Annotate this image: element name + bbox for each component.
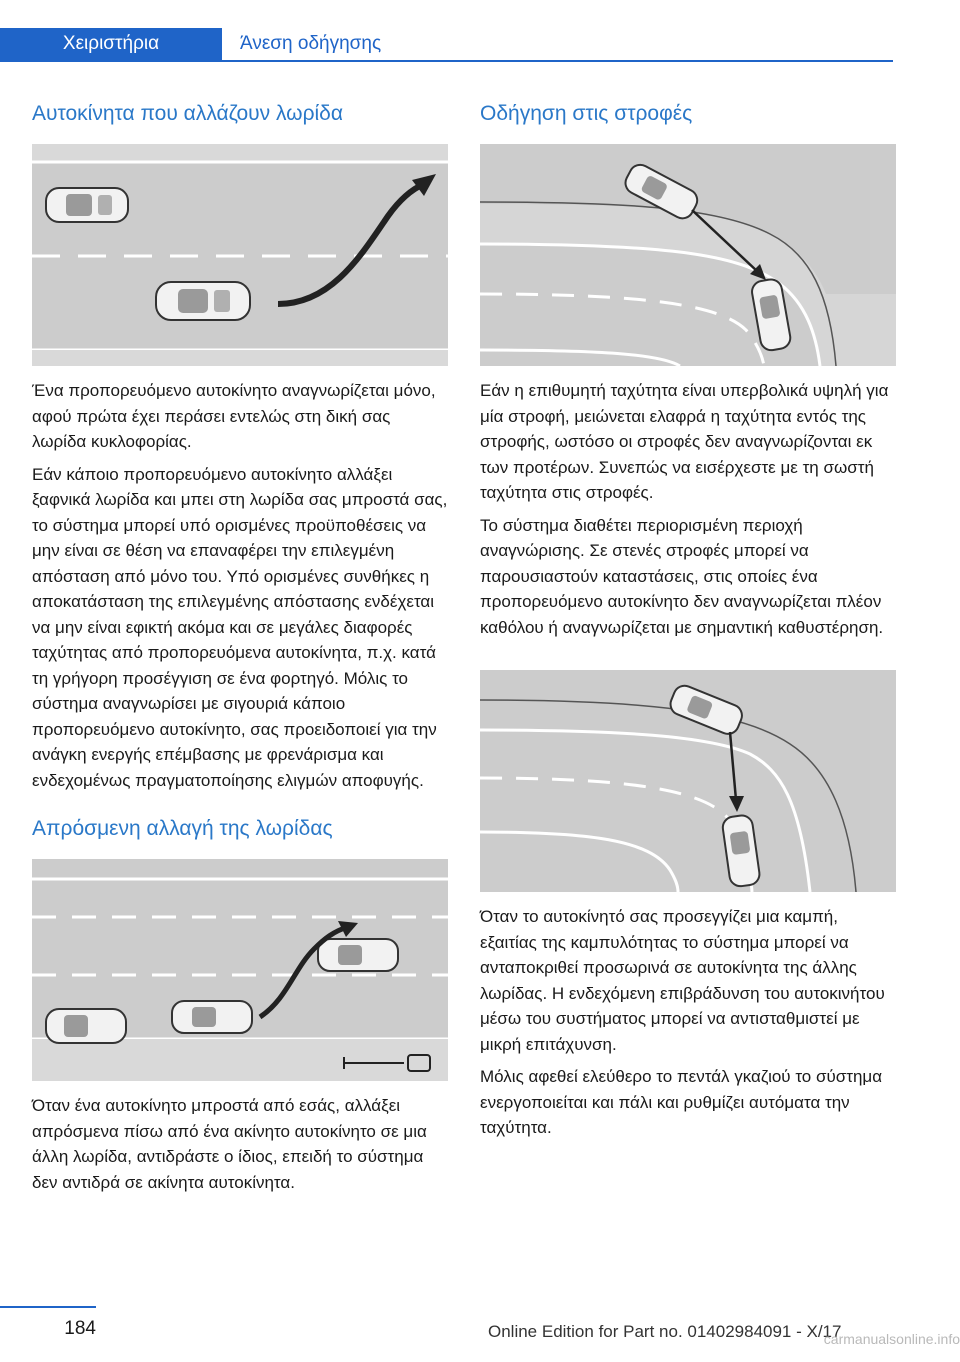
paragraph: Το σύστημα διαθέτει περιορισμένη περιοχή αναγνώρισης. Σε στενές στροφές μπορεί να παρουσιαστούν καταστάσεις, στις οποίες ένα προπορευόμενο αυτοκίνητο δεν αναγνωρίζεται πλέον καθόλου ή αναγνωρίζεται με σημαντική καθυστέρηση. xyxy=(480,515,884,637)
illustration-curve-other-lane xyxy=(480,670,896,892)
paragraph: Όταν ένα αυτοκίνητο μπροστά από εσάς, αλλάξει απρόσμενα πίσω από ένα ακίνητο αυτοκίνητο σε μια άλλη λωρίδα, αντιδράστε ο ίδιος, επειδή το σύστημα δεν αντιδρά σε ακίνητα αυτοκίνητα. xyxy=(32,1096,427,1192)
breadcrumb[interactable]: Άνεση οδήγησης xyxy=(240,33,382,54)
heading-lane-changing-cars: Αυτοκίνητα που αλλάζουν λωρίδα xyxy=(32,102,344,125)
footer-rule xyxy=(0,1306,96,1308)
page-header xyxy=(0,28,893,62)
illustration-unexpected-lane-change xyxy=(32,859,448,1081)
left-column xyxy=(32,100,448,1195)
paragraph: Ένα προπορευόμενο αυτοκίνητο αναγνωρίζεται μόνο, αφού πρώτα έχει περάσει εντελώς στη δική σας λωρίδα κυκλοφορίας. xyxy=(32,381,436,451)
paragraph: Εάν κάποιο προπορευόμενο αυτοκίνητο αλλάξει ξαφνικά λωρίδα και μπει στη λωρίδα σας μπροστά σας, το σύστημα μπορεί υπό ορισμένες προϋποθέσεις να μην είναι σε θέση να επαναφέρει την επιλεγμένη απόσταση από μόνο του. Υπό ορισμένες συνθήκες η αποκατάσταση της επιλεγμένης απόστασης ενδέχεται να μην είναι εφικτή ακόμα και σε μεγάλες διαφορές ταχύτητας από προπορευόμενα αυτοκίνητα, π.χ. κατά τη γρήγορη προσέγγιση σε ένα φορτηγό. Μόλις το σύστημα αναγνωρίσει με σιγουριά κάποιο προπορευόμενο αυτοκίνητο, σας προειδοποιεί για την ανάγκη ενεργής επέμβασης με φρενάρισμα και ενδεχομένως πραγματοποίησης ελιγμών αποφυγής. xyxy=(32,464,448,790)
heading-unexpected-lane-change: Απρόσμενη αλλαγή της λωρίδας xyxy=(32,817,333,840)
page-number: 184 xyxy=(64,1318,96,1339)
section-tab[interactable]: Χειριστήρια xyxy=(0,28,222,60)
paragraph: Όταν το αυτοκίνητό σας προσεγγίζει μια καμπή, εξαιτίας της καμπυλότητας το σύστημα μπορεί να ανταποκριθεί προσωρινά σε αυτοκίνητα της άλλης λωρίδας. Η ενδεχόμενη επιβράδυνση του αυτοκινήτου μέσω του συστήματος μπορεί να αντισταθμιστεί με μικρή επιτάχυνση. xyxy=(480,907,885,1054)
watermark: carmanualsonline.info xyxy=(823,1331,960,1347)
paragraph: Εάν η επιθυμητή ταχύτητα είναι υπερβολικά υψηλή για μία στροφή, μειώνεται ελαφρά η ταχύτητα εντός της στροφής, ωστόσο οι στροφές δεν αναγνωρίζονται εκ των προτέρων. Συνεπώς να εισέρχεστε με τη σωστή ταχύτητα στις στροφές. xyxy=(480,381,889,502)
header-rule xyxy=(0,60,893,62)
right-column xyxy=(480,100,896,1141)
illustration-curve xyxy=(480,144,896,366)
edition-note: Online Edition for Part no. 01402984091 - X/17 xyxy=(488,1322,842,1341)
illustration-lane-change xyxy=(32,144,448,366)
heading-driving-in-curves: Οδήγηση στις στροφές xyxy=(480,102,693,125)
paragraph: Μόλις αφεθεί ελεύθερο το πεντάλ γκαζιού το σύστημα ενεργοποιείται και πάλι και ρυθμίζει αυτόματα την ταχύτητα. xyxy=(480,1067,883,1137)
